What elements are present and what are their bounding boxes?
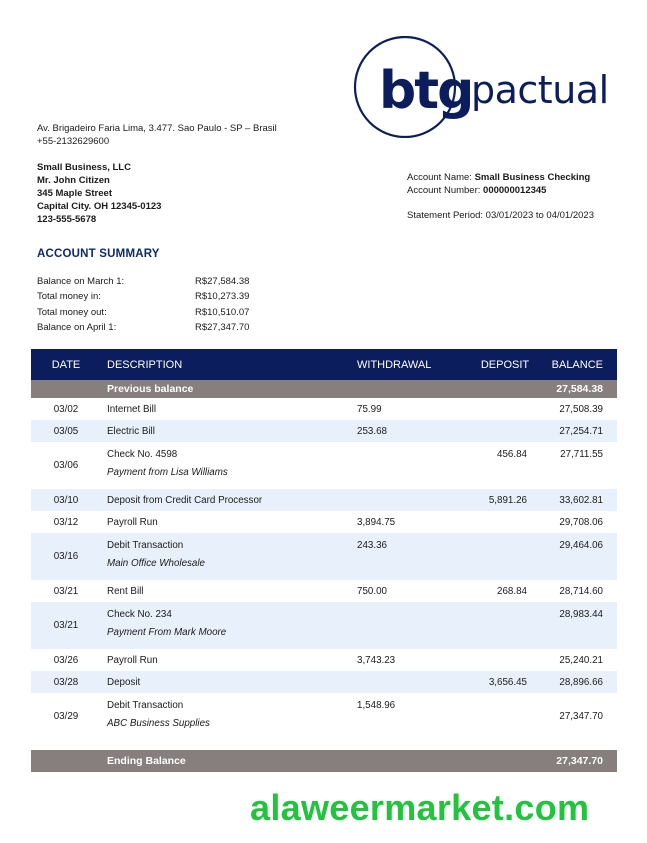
summary-label: Balance on April 1: [37,322,117,334]
row-balance: 27,254.71 [541,420,617,442]
table-row [31,489,617,511]
row-withdrawal [353,442,469,489]
row-memo: Main Office Wholesale [107,558,206,569]
row-withdrawal [353,671,469,693]
account-name-line [407,171,590,184]
row-date: 03/26 [31,649,101,671]
row-balance: 33,602.81 [541,489,617,511]
row-balance: 28,896.66 [541,671,617,693]
row-withdrawal: 1,548.96 [353,693,469,740]
row-deposit [469,602,541,649]
row-description: Deposit [101,671,353,693]
row-description: Payroll Run [101,649,353,671]
row-deposit [469,693,541,740]
account-name-value: Small Business Checking [474,172,591,183]
summary-value: R$10,273.39 [195,291,250,303]
row-date: 03/12 [31,511,101,533]
row-date: 03/10 [31,489,101,511]
account-name-label: Account Name: [407,172,472,183]
row-memo: Payment From Mark Moore [107,627,227,638]
header-deposit: DEPOSIT [469,349,541,380]
row-description-cell [101,602,353,649]
row-description: Debit Transaction [107,540,184,551]
summary-row [37,289,315,304]
row-deposit [469,511,541,533]
summary-row [37,320,315,335]
row-deposit: 456.84 [469,442,541,489]
row-date: 03/06 [31,442,101,489]
header-balance: BALANCE [541,349,617,380]
svg-text:btg: btg [379,61,473,121]
row-deposit [469,398,541,420]
transactions-table [31,349,617,772]
row-withdrawal: 3,743.23 [353,649,469,671]
row-withdrawal [353,602,469,649]
row-balance: 25,240.21 [541,649,617,671]
customer-name: Mr. John Citizen [37,175,110,186]
bank-address-line: Av. Brigadeiro Faria Lima, 3.477. Sao Paulo - SP – Brasil [37,123,277,134]
table-row [31,398,617,420]
account-number-line [407,184,590,197]
row-balance: 29,708.06 [541,511,617,533]
table-row [31,580,617,602]
account-summary [37,274,315,335]
ending-balance-value: 27,347.70 [541,750,617,772]
row-description: Rent Bill [101,580,353,602]
account-number-value: 000000012345 [483,185,547,196]
row-date: 03/28 [31,671,101,693]
summary-row [37,305,315,320]
row-withdrawal: 3,894.75 [353,511,469,533]
table-spacer [31,740,617,750]
row-description: Check No. 234 [107,609,172,620]
account-number-label: Account Number: [407,185,481,196]
row-balance: 28,983.44 [541,602,617,649]
row-balance: 27,508.39 [541,398,617,420]
row-withdrawal: 243.36 [353,533,469,580]
table-header-row [31,349,617,380]
row-description: Internet Bill [101,398,353,420]
row-withdrawal: 750.00 [353,580,469,602]
row-balance: 27,347.70 [541,693,617,740]
row-balance: 27,711.55 [541,442,617,489]
table-row [31,649,617,671]
row-description: Electric Bill [101,420,353,442]
account-summary-title: ACCOUNT SUMMARY [37,248,160,260]
table-row [31,420,617,442]
customer-city: Capital City. OH 12345-0123 [37,201,162,212]
bank-logo [352,36,614,138]
row-deposit: 3,656.45 [469,671,541,693]
customer-phone: 123-555-5678 [37,214,97,225]
summary-value: R$27,584.38 [195,276,250,288]
row-deposit [469,649,541,671]
row-date: 03/21 [31,580,101,602]
ending-balance-row [31,750,617,772]
row-date: 03/02 [31,398,101,420]
row-withdrawal: 253.68 [353,420,469,442]
row-deposit: 268.84 [469,580,541,602]
ending-balance-label: Ending Balance [101,750,353,772]
row-date: 03/05 [31,420,101,442]
bank-address [37,122,277,148]
table-row [31,693,617,740]
customer-street: 345 Maple Street [37,188,112,199]
account-info [407,171,590,197]
row-withdrawal [353,489,469,511]
row-deposit: 5,891.26 [469,489,541,511]
row-balance: 28,714.60 [541,580,617,602]
table-row [31,671,617,693]
row-memo: Payment from Lisa Williams [107,467,228,478]
row-deposit [469,420,541,442]
summary-value: R$27,347.70 [195,322,250,334]
previous-balance-value: 27,584.38 [541,380,617,398]
table-row [31,602,617,649]
row-memo: ABC Business Supplies [107,718,210,729]
row-balance: 29,464.06 [541,533,617,580]
bank-phone: +55-2132629600 [37,136,110,147]
customer-company: Small Business, LLC [37,162,131,173]
previous-balance-row [31,380,617,398]
summary-value: R$10,510.07 [195,306,250,318]
row-description-cell [101,693,353,740]
row-description: Debit Transaction [107,700,184,711]
svg-text:pactual: pactual [471,68,609,112]
row-description: Check No. 4598 [107,449,178,460]
row-withdrawal: 75.99 [353,398,469,420]
row-deposit [469,533,541,580]
row-date: 03/21 [31,602,101,649]
row-description-cell [101,533,353,580]
customer-address [37,161,161,226]
header-description: DESCRIPTION [101,349,353,380]
row-date: 03/29 [31,693,101,740]
summary-label: Total money in: [37,291,101,303]
table-row [31,442,617,489]
row-date: 03/16 [31,533,101,580]
summary-row [37,274,315,289]
header-withdrawal: WITHDRAWAL [353,349,469,380]
watermark-text: alaweermarket.com [250,787,590,828]
previous-balance-label: Previous balance [101,380,353,398]
header-date: DATE [31,349,101,380]
row-description: Payroll Run [101,511,353,533]
summary-label: Balance on March 1: [37,276,125,288]
summary-label: Total money out: [37,306,107,318]
statement-period: Statement Period: 03/01/2023 to 04/01/2023 [407,210,594,221]
table-row [31,533,617,580]
row-description: Deposit from Credit Card Processor [101,489,353,511]
table-row [31,511,617,533]
row-description-cell [101,442,353,489]
